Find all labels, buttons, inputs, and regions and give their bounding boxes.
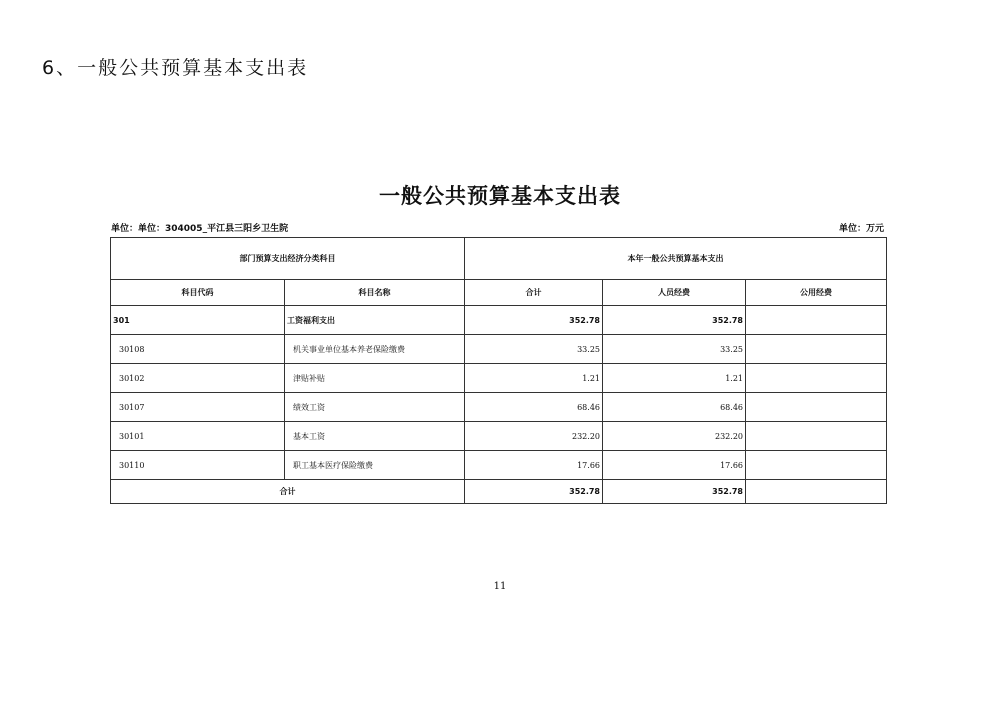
row-public <box>746 306 887 335</box>
column-header-name: 科目名称 <box>285 280 465 306</box>
row-public <box>746 364 887 393</box>
table-row <box>111 364 887 393</box>
row-code: 301 <box>111 306 285 335</box>
table-title: 一般公共预算基本支出表 <box>379 184 621 208</box>
row-code: 30108 <box>111 335 285 364</box>
row-total: 68.46 <box>465 393 603 422</box>
row-code: 30110 <box>111 451 285 480</box>
table-row <box>111 335 887 364</box>
row-name: 机关事业单位基本养老保险缴费 <box>285 335 465 364</box>
row-name: 职工基本医疗保险缴费 <box>285 451 465 480</box>
row-total: 33.25 <box>465 335 603 364</box>
row-personnel: 17.66 <box>603 451 746 480</box>
page-number: 11 <box>493 581 507 592</box>
column-header-code: 科目代码 <box>111 280 285 306</box>
total-personnel: 352.78 <box>603 480 746 504</box>
row-code: 30102 <box>111 364 285 393</box>
row-personnel: 232.20 <box>603 422 746 451</box>
row-public <box>746 422 887 451</box>
column-header-public: 公用经费 <box>746 280 887 306</box>
table-row <box>111 306 887 335</box>
total-amount: 352.78 <box>465 480 603 504</box>
column-header-total: 合计 <box>465 280 603 306</box>
header-group-right: 本年一般公共预算基本支出 <box>465 238 887 280</box>
row-code: 30101 <box>111 422 285 451</box>
row-code: 30107 <box>111 393 285 422</box>
section-heading: 6、一般公共预算基本支出表 <box>42 57 309 79</box>
row-name: 基本工资 <box>285 422 465 451</box>
row-public <box>746 335 887 364</box>
unit-label-left: 单位：单位：304005_平江县三阳乡卫生院 <box>111 224 289 234</box>
table-row <box>111 451 887 480</box>
table-row <box>111 422 887 451</box>
column-header-personnel: 人员经费 <box>603 280 746 306</box>
total-label: 合计 <box>111 480 465 504</box>
table-row <box>111 393 887 422</box>
header-group-left: 部门预算支出经济分类科目 <box>111 238 465 280</box>
header-group-row <box>111 238 887 280</box>
row-total: 232.20 <box>465 422 603 451</box>
row-personnel: 68.46 <box>603 393 746 422</box>
row-personnel: 33.25 <box>603 335 746 364</box>
row-name: 绩效工资 <box>285 393 465 422</box>
row-name: 津贴补贴 <box>285 364 465 393</box>
total-public <box>746 480 887 504</box>
budget-table <box>110 237 887 504</box>
row-public <box>746 451 887 480</box>
unit-label-right: 单位：万元 <box>838 224 884 234</box>
row-personnel: 352.78 <box>603 306 746 335</box>
row-name: 工资福利支出 <box>285 306 465 335</box>
row-total: 352.78 <box>465 306 603 335</box>
row-total: 17.66 <box>465 451 603 480</box>
row-total: 1.21 <box>465 364 603 393</box>
row-personnel: 1.21 <box>603 364 746 393</box>
header-column-row <box>111 280 887 306</box>
total-row <box>111 480 887 504</box>
row-public <box>746 393 887 422</box>
